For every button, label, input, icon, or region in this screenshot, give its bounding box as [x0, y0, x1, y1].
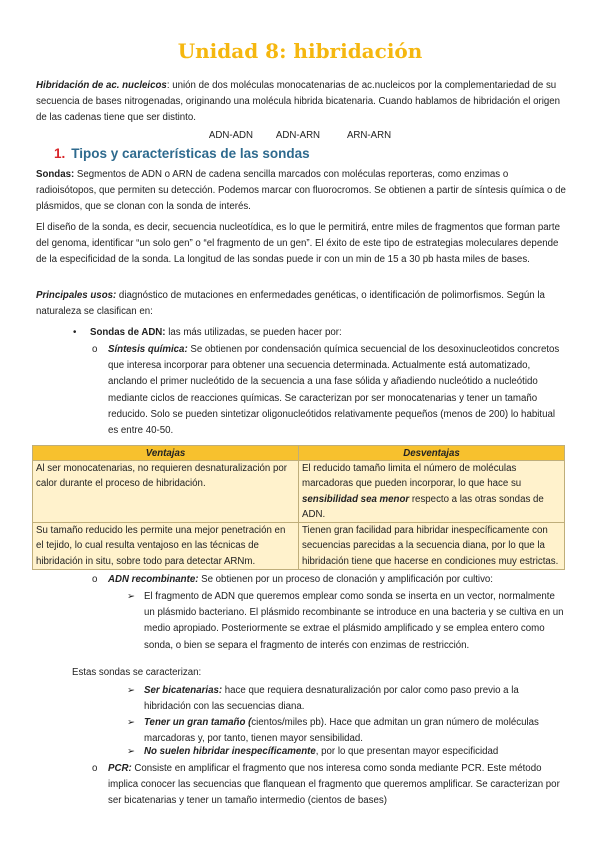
- circle-marker: o: [92, 344, 98, 355]
- circle-marker: o: [92, 574, 98, 585]
- usos-paragraph: [36, 288, 566, 320]
- sondas-adn-term: Sondas de ADN:: [90, 327, 166, 338]
- intro-paragraph: [36, 78, 564, 127]
- document-title: Unidad 8: hibridación: [177, 39, 423, 63]
- recombinante-detail: El fragmento de ADN que queremos emplear como sonda se inserta en un vector, normalmente un plásmido bacteriano. El plásmido recombinante se introduce en una bacteria y se cultiva en un medio apropiado. Posteriormente se extrae el plásmido amplificado y se emplea entero como sonda, o bien se separa el fragmento de interés con enzimas de restricción.: [144, 591, 564, 651]
- table-row: [33, 523, 565, 570]
- table-header-row: [33, 446, 565, 461]
- recombinante-term: ADN recombinante:: [108, 574, 199, 585]
- cell-desventaja: [299, 461, 565, 523]
- table-row: [33, 461, 565, 523]
- pair-arn-arn: ARN-ARN: [346, 130, 392, 141]
- header-ventajas: Ventajas: [33, 446, 299, 461]
- cell-ventaja: Al ser monocatenarias, no requieren desnaturalización por calor durante el proceso de hibridación.: [33, 461, 299, 523]
- sondas-term: Sondas:: [36, 169, 75, 180]
- section-number: 1.: [54, 146, 66, 161]
- feature-text: , por lo que presentan mayor especificidad: [315, 746, 499, 757]
- feature-text: hace que requiera desnaturalización por calor como paso previo a la hibridación con las secuencias diana.: [144, 685, 519, 713]
- section-title: Tipos y características de las sondas: [71, 146, 310, 161]
- header-desventajas: Desventajas: [299, 446, 565, 461]
- arrow-marker: ➢: [127, 717, 136, 728]
- sondas-adn-item: [90, 325, 560, 341]
- usos-text: diagnóstico de mutaciones en enfermedades genéticas, o identificación de polimorfismos. Según la naturaleza se clasifican en:: [36, 290, 545, 318]
- desventaja-text-end: respecto a las otras sondas de ADN.: [302, 493, 544, 520]
- sondas-text: Segmentos de ADN o ARN de cadena sencilla marcados con moléculas reporteras, como enzimas o radioisótopos, que permiten su detección. Podemos marcar con fluorocromos. Se obtienen a partir de síntesis química o de plásmidos, que se clonan con la sonda de interés.: [36, 169, 566, 213]
- section-heading: [54, 145, 310, 163]
- recombinante-text: Se obtienen por un proceso de clonación y amplificación por cultivo:: [198, 574, 494, 585]
- recombinante-item: [108, 572, 566, 588]
- intro-text: : unión de dos moléculas monocatenarias de ac.nucleicos por la complementariedad de su secuencia de bases nitrogenadas, originando una molécula hibrida bicatenaria. Cuando hablamos de hibridación el origen de las cadenas tiene que ser distinto.: [36, 80, 561, 124]
- pcr-item: [108, 761, 570, 810]
- cell-ventaja: Su tamaño reducido les permite una mejor penetración en el tejido, lo cual resulta ventajoso en las técnicas de hibridación in situ, sobre todo para detectar ARNm.: [33, 523, 299, 570]
- arrow-marker: ➢: [127, 685, 136, 696]
- sintesis-item: [108, 342, 566, 439]
- pcr-text: Consiste en amplificar el fragmento que nos interesa como sonda mediante PCR. Este método implica conocer las secuencias que flanquean el fragmento que queremos amplificar. Se caracterizan por ser bicatenarias y tener un tamaño intermedio (cientos de bases): [108, 763, 560, 807]
- circle-marker: o: [92, 763, 98, 774]
- desventaja-emphasis: sensibilidad sea menor: [302, 493, 410, 505]
- pair-adn-adn: ADN-ADN: [208, 130, 254, 141]
- pcr-term: PCR:: [108, 763, 132, 774]
- feature-term: Ser bicatenarias:: [144, 685, 223, 696]
- feature-item: [144, 683, 568, 715]
- arrow-marker: ➢: [127, 591, 136, 602]
- feature-term: Tener un gran tamaño (: [144, 717, 252, 728]
- feature-text: cientos/miles pb). Hace que admitan un gran número de moléculas marcadoras y, por tanto, tienen mayor sensibilidad.: [144, 717, 539, 745]
- sintesis-text: Se obtienen por condensación química secuencial de los desoxinucleotidos concretos que interesa incorporar para obtener una secuencia determinada. Actualmente está automatizado, anclando el primer nucleótido de la secuencia a una fase sólida y añadiendo nucleótido a nucleótido mediante ciclos de reacciones químicas. Se caracterizan por ser monocatenarias y tener un tamaño reducido. Solo se pueden sintetizar oligonucleótidos relativamente pequeños (menos de 200) lo habitual es entre 40-50.: [108, 344, 560, 437]
- cell-desventaja: Tienen gran facilidad para hibridar inespecíficamente con secuencias parecidas a la secuencia diana, por lo que la hibridación tiene que hacerse en condiciones muy estrictas.: [299, 523, 565, 570]
- usos-term: Principales usos:: [36, 290, 117, 301]
- desventaja-text: El reducido tamaño limita el número de moléculas marcadoras que pueden incorporar, lo que hace su: [302, 463, 522, 490]
- diseno-paragraph: El diseño de la sonda, es decir, secuencia nucleotídica, es lo que le permitirá, entre miles de fragmentos que forman parte del genoma, identificar “un solo gen” o “el fragmento de un gen”. El éxito de este tipo de estrategias moleculares depende de la especificidad de la sonda. La longitud de las sondas puede ir con un min de 15 a 30 pb hasta miles de bases.: [36, 222, 560, 266]
- intro-term: Hibridación de ac. nucleicos: [36, 80, 167, 91]
- feature-item: [144, 715, 554, 747]
- bullet-marker: •: [73, 327, 77, 338]
- sondas-adn-text: las más utilizadas, se pueden hacer por:: [165, 327, 342, 338]
- sondas-paragraph: [36, 167, 566, 216]
- hybrid-pairs: [0, 128, 600, 144]
- pair-adn-arn: ADN-ARN: [275, 130, 321, 141]
- sintesis-term: Síntesis química:: [108, 344, 188, 355]
- feature-term: No suelen hibridar inespecíficamente: [144, 746, 316, 757]
- caracterizan-label: Estas sondas se caracterizan:: [72, 667, 202, 678]
- feature-item: [144, 744, 574, 760]
- arrow-marker: ➢: [127, 746, 136, 757]
- pros-cons-table: [32, 445, 565, 570]
